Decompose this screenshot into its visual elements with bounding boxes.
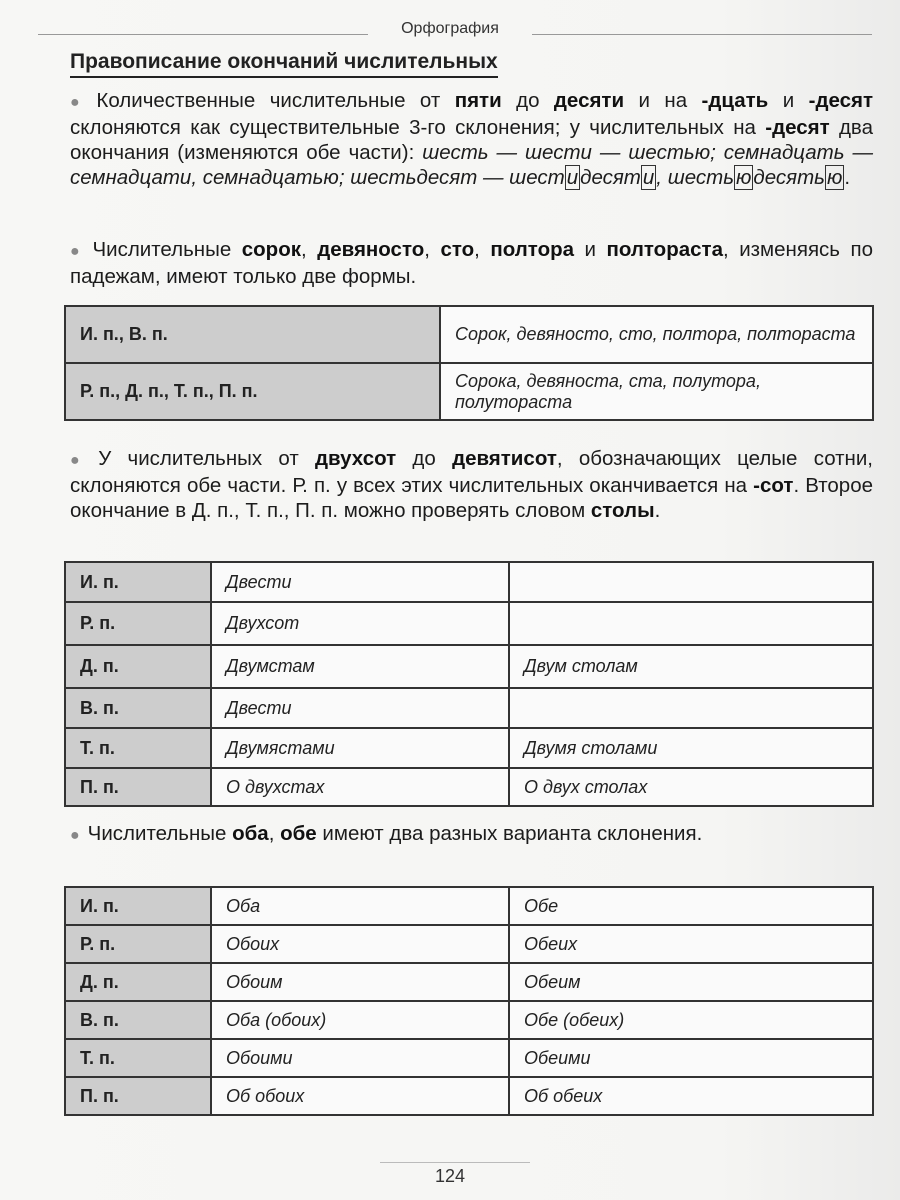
text: , изменяясь по падежам, имеют только две формы. [70, 238, 873, 288]
table-row [65, 363, 873, 420]
case-cell: Р. п. [65, 925, 211, 963]
bold-term: девятисот [452, 447, 557, 470]
case-cell: П. п. [65, 768, 211, 806]
table-row [65, 562, 873, 602]
bold-term: девяносто [317, 238, 425, 261]
text: , [300, 238, 318, 261]
fem-form-cell: Обеих [509, 925, 873, 963]
form-cell: Двухсот [211, 602, 509, 645]
table-row [65, 963, 873, 1001]
case-cell: Т. п. [65, 728, 211, 768]
masc-form-cell: Оба [211, 887, 509, 925]
bullet-icon: ● [70, 243, 85, 260]
text: . [654, 499, 661, 522]
bold-term: сто [440, 238, 475, 261]
boxed-ending: ю [826, 166, 843, 189]
case-cell: И. п., В. п. [65, 306, 440, 363]
fem-form-cell: Обеим [509, 963, 873, 1001]
paragraph-hundreds [70, 446, 873, 523]
table-row [65, 1039, 873, 1077]
table-row [65, 887, 873, 925]
boxed-ending: ю [735, 166, 752, 189]
example-text: шесть — шести — шестью; семнадцать — семнадцати, семнадцатью; шестьдесят — шест [70, 141, 873, 189]
table-row [65, 688, 873, 728]
case-cell: И. п. [65, 887, 211, 925]
forms-cell: Сорок, девяносто, сто, полтора, полтораста [440, 306, 873, 363]
check-cell: Двумя столами [509, 728, 873, 768]
table-row [65, 306, 873, 363]
text: . [844, 166, 851, 189]
fem-form-cell: Обе (обеих) [509, 1001, 873, 1039]
masc-form-cell: Оба (обоих) [211, 1001, 509, 1039]
table-row [65, 1001, 873, 1039]
bullet-icon: ● [70, 827, 80, 844]
check-cell [509, 602, 873, 645]
table-row [65, 602, 873, 645]
table-row [65, 645, 873, 688]
bullet-icon: ● [70, 452, 91, 469]
bold-term: полтора [490, 238, 575, 261]
text: , обозначающих целые сотни, склоняются обе части. Р. п. у всех этих числительных оканчивается на [70, 447, 873, 497]
bold-term: сорок [241, 238, 301, 261]
case-cell: В. п. [65, 688, 211, 728]
paragraph-sorok-devyanosto [70, 237, 873, 289]
table-sorok-forms [64, 305, 874, 421]
text: Числительные [87, 822, 233, 845]
running-title: Орфография [401, 20, 499, 37]
fem-form-cell: Обе [509, 887, 873, 925]
header-rule-left [38, 34, 368, 35]
bold-term: -сот [753, 474, 794, 497]
masc-form-cell: Об обоих [211, 1077, 509, 1115]
boxed-ending: и [642, 166, 655, 189]
case-cell: Д. п. [65, 963, 211, 1001]
case-cell: Р. п., Д. п., Т. п., П. п. [65, 363, 440, 420]
text: , [424, 238, 441, 261]
example-text: десят [580, 166, 641, 189]
example-text: , шесть [656, 166, 734, 189]
case-cell: Д. п. [65, 645, 211, 688]
text: имеют два разных варианта склонения. [316, 822, 703, 845]
text: У числительных от [98, 447, 316, 470]
table-row [65, 768, 873, 806]
check-cell [509, 688, 873, 728]
table-oba-obe-declension [64, 886, 874, 1116]
table-row [65, 1077, 873, 1115]
boxed-ending: и [566, 166, 579, 189]
masc-form-cell: Обоих [211, 925, 509, 963]
bold-term: оба [232, 822, 269, 845]
bullet-icon: ● [70, 94, 89, 111]
header-rule-right [532, 34, 872, 35]
form-cell: Двести [211, 688, 509, 728]
section-title: Правописание окончаний числительных [70, 50, 498, 78]
text: Количественные числительные от [96, 89, 455, 112]
text: склоняются как существительные 3-го склонения; у числительных на [70, 116, 766, 139]
paragraph-oba-obe [70, 821, 873, 848]
check-cell [509, 562, 873, 602]
masc-form-cell: Обоим [211, 963, 509, 1001]
bold-term: полтораста [606, 238, 723, 261]
text: и на [624, 89, 702, 112]
case-cell: В. п. [65, 1001, 211, 1039]
paragraph-cardinal-numerals [70, 88, 873, 190]
bold-term: двухсот [315, 447, 397, 470]
masc-form-cell: Обоими [211, 1039, 509, 1077]
bold-term: десяти [553, 89, 625, 112]
form-cell: Двумястами [211, 728, 509, 768]
table-row [65, 925, 873, 963]
text: два окончания (изменяются обе части): [70, 116, 873, 164]
bold-term: столы [590, 499, 655, 522]
bold-term: -дцать [701, 89, 769, 112]
bold-term: -десят [808, 89, 873, 112]
page-number: 124 [434, 1166, 466, 1186]
example-text: десять [753, 166, 825, 189]
footer-rule [380, 1162, 530, 1163]
bold-term: обе [280, 822, 317, 845]
text: до [501, 89, 554, 112]
text: и [574, 238, 607, 261]
text: , [268, 822, 281, 845]
text: Числительные [92, 238, 242, 261]
table-dvesti-declension [64, 561, 874, 807]
table-row [65, 728, 873, 768]
bold-term: пяти [454, 89, 502, 112]
text: и [768, 89, 809, 112]
check-cell: Двум столам [509, 645, 873, 688]
check-cell: О двух столах [509, 768, 873, 806]
forms-cell: Сорока, девяноста, ста, полутора, полутораста [440, 363, 873, 420]
form-cell: Двести [211, 562, 509, 602]
case-cell: Р. п. [65, 602, 211, 645]
form-cell: Двумстам [211, 645, 509, 688]
text: . Второе окончание в Д. п., Т. п., П. п. можно проверять словом [70, 474, 873, 522]
case-cell: И. п. [65, 562, 211, 602]
case-cell: П. п. [65, 1077, 211, 1115]
text: , [474, 238, 491, 261]
fem-form-cell: Об обеих [509, 1077, 873, 1115]
bold-term: -десят [765, 116, 830, 139]
text: до [396, 447, 453, 470]
fem-form-cell: Обеими [509, 1039, 873, 1077]
form-cell: О двухстах [211, 768, 509, 806]
case-cell: Т. п. [65, 1039, 211, 1077]
